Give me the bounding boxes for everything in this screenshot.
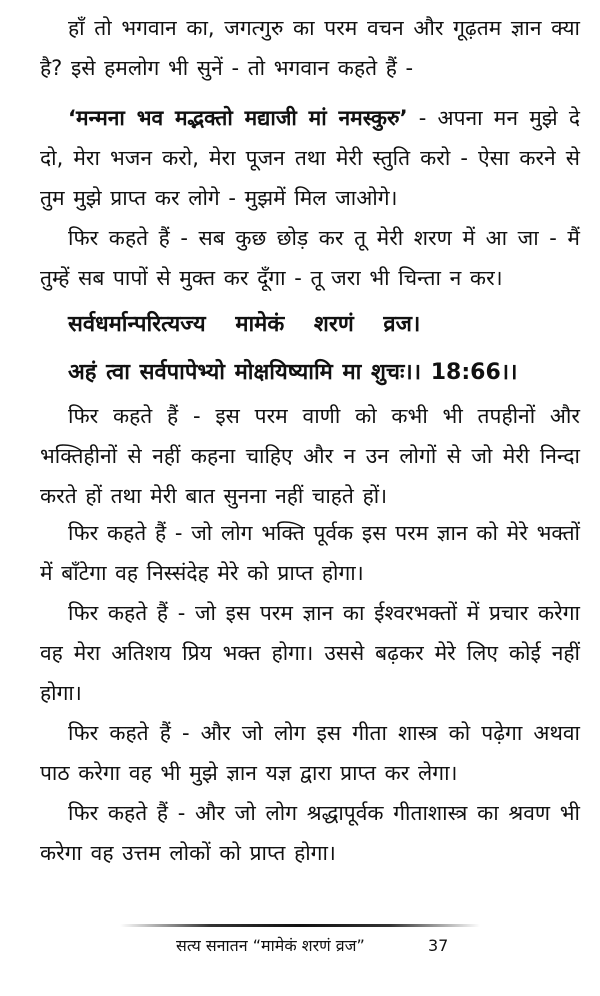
- paragraph-4: [40, 396, 580, 516]
- paragraph-3: [40, 218, 580, 298]
- paragraph-1: [40, 8, 580, 88]
- paragraph-3-text: फिर कहते हैं - सब कुछ छोड़ कर तू मेरी शरण में आ जा - मैं तुम्हें सब पापों से मुक्त कर दूँगा - तू जरा भी चिन्ता न कर।: [40, 226, 580, 290]
- paragraph-2-text: - अपना मन मुझे दे दो, मेरा भजन करो, मेरा पूजन तथा मेरी स्तुति करो - ऐसा करने से तुम मुझे प्राप्त कर लोगे - मुझमें मिल जाओगे।: [40, 106, 580, 210]
- paragraph-4-text: फिर कहते हैं - इस परम वाणी को कभी भी तपहीनों और भक्तिहीनों से नहीं कहना चाहिए और न उन लोगों से जो मेरी निन्दा करते हों तथा मेरी बात सुनना नहीं चाहते हों।: [40, 404, 580, 508]
- footer-divider: [120, 924, 480, 927]
- paragraph-6: [40, 593, 580, 713]
- paragraph-8: [40, 793, 580, 873]
- page-number: 37: [428, 936, 449, 955]
- sanskrit-quote: ‘मन्मना भव मद्भक्तो मद्याजी मां नमस्कुरु’: [68, 106, 408, 130]
- gita-verse-line-2: अहं त्वा सर्वपापेभ्यो मोक्षयिष्यामि मा शुचः।। 18:66।।: [68, 360, 518, 385]
- paragraph-6-text: फिर कहते हैं - जो इस परम ज्ञान का ईश्वरभक्तों में प्रचार करेगा वह मेरा अतिशय प्रिय भक्त होगा। उससे बढ़कर मेरे लिए कोई नहीं होगा।: [40, 601, 580, 705]
- paragraph-7-text: फिर कहते हैं - और जो लोग इस गीता शास्त्र को पढ़ेगा अथवा पाठ करेगा वह भी मुझे ज्ञान यज्ञ द्वारा प्राप्त कर लेगा।: [40, 721, 580, 785]
- paragraph-8-text: फिर कहते हैं - और जो लोग श्रद्धापूर्वक गीताशास्त्र का श्रवण भी करेगा वह उत्तम लोकों को प्राप्त होगा।: [40, 801, 580, 865]
- paragraph-7: [40, 713, 580, 793]
- running-title: सत्य सनातन “मामेकं शरणं व्रज”: [176, 936, 365, 955]
- page-footer: [0, 931, 600, 961]
- paragraph-2: [40, 98, 580, 218]
- paragraph-5: [40, 513, 580, 593]
- gita-verse-line-1: सर्वधर्मान्परित्यज्य मामेकं शरणं व्रज।: [68, 312, 421, 337]
- paragraph-5-text: फिर कहते हैं - जो लोग भक्ति पूर्वक इस परम ज्ञान को मेरे भक्तों में बाँटेगा वह निस्संदेह मेरे को प्राप्त होगा।: [40, 521, 580, 585]
- paragraph-1-text: हाँ तो भगवान का, जगत्गुरु का परम वचन और गूढ़तम ज्ञान क्या है? इसे हमलोग भी सुनें - तो भगवान कहते हैं -: [40, 16, 580, 80]
